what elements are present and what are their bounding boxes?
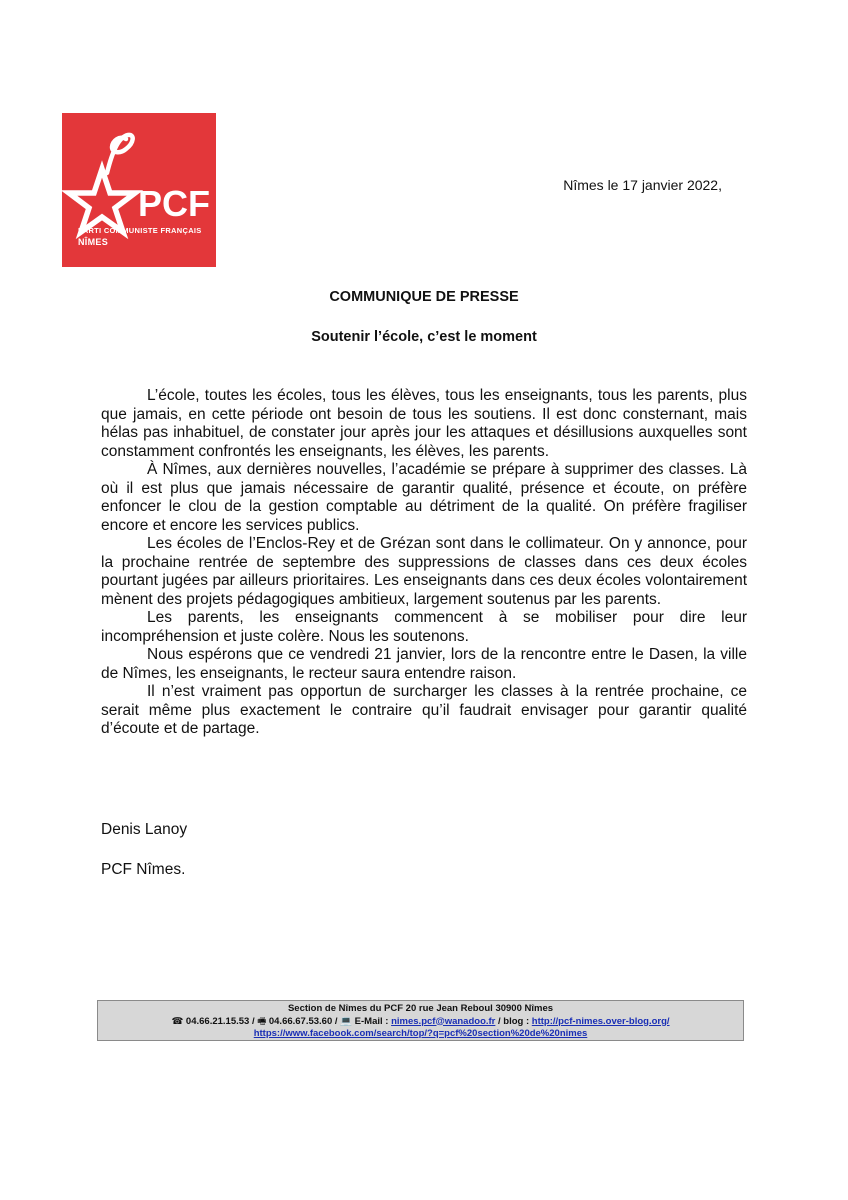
footer-facebook-link[interactable]: https://www.facebook.com/search/top/?q=pcf%20section%20de%20nimes bbox=[253, 1028, 588, 1039]
footer-blog-label: / blog : bbox=[498, 1015, 530, 1027]
fax-icon: 🖷 bbox=[257, 1015, 267, 1027]
document-date: Nîmes le 17 janvier 2022, bbox=[563, 177, 722, 193]
footer-address: Section de Nîmes du PCF 20 rue Jean Reboul 30900 Nîmes bbox=[287, 1003, 554, 1014]
logo-subtitle: PARTI COMMUNISTE FRANÇAIS bbox=[78, 226, 202, 235]
press-release-body bbox=[101, 387, 747, 739]
paragraph: Nous espérons que ce vendredi 21 janvier, lors de la rencontre entre le Dasen, la ville de Nîmes, les enseignants, le recteur saura entendre raison. bbox=[101, 646, 747, 682]
paragraph: Les parents, les enseignants commencent à se mobiliser pour dire leur incompréhension et juste colère. Nous les soutenons. bbox=[101, 609, 747, 645]
logo-city: NÎMES bbox=[78, 237, 109, 247]
footer-facebook-line bbox=[98, 1028, 743, 1041]
footer-email-link[interactable]: nimes.pcf@wanadoo.fr bbox=[391, 1015, 496, 1027]
footer-email-label: E-Mail : bbox=[354, 1015, 389, 1027]
logo-brand: PCF bbox=[138, 183, 210, 224]
computer-icon: 💻 bbox=[340, 1015, 353, 1027]
paragraph: À Nîmes, aux dernières nouvelles, l’académie se prépare à supprimer des classes. Là où il est plus que jamais nécessaire de garantir qualité, présence et écoute, on préfère enfoncer le clou de la gestion comptable au détriment de la qualité. On préfère fragiliser encore et encore les services publics. bbox=[101, 461, 747, 534]
paragraph: L’école, toutes les écoles, tous les élèves, tous les enseignants, tous les parents, plus que jamais, en cette période ont besoin de tous les soutiens. Il est donc consternant, mais hélas pas inhabituel, de constater jour après jour les attaques et désillusions auxquelles sont constamment confrontés les enseignants, les élèves, les parents. bbox=[101, 387, 747, 460]
footer-phone: 04.66.21.15.53 bbox=[185, 1015, 250, 1027]
footer-contact-box bbox=[97, 1000, 744, 1041]
signature-org: PCF Nîmes. bbox=[101, 861, 186, 878]
paragraph: Les écoles de l’Enclos-Rey et de Grézan sont dans le collimateur. On y annonce, pour la prochaine rentrée de septembre des suppressions de classes dans ces deux écoles pourtant jugées par ailleurs prioritaires. Les enseignants dans ces deux écoles volontairement mènent des projets pédagogiques ambitieux, largement soutenus par les parents. bbox=[101, 535, 747, 608]
footer-blog-link[interactable]: http://pcf-nimes.over-blog.org/ bbox=[531, 1015, 670, 1027]
page-title: COMMUNIQUE DE PRESSE bbox=[329, 289, 519, 305]
paragraph: Il n’est vraiment pas opportun de surcharger les classes à la rentrée prochaine, ce serait même plus exactement le contraire qu’il faudrait envisager pour garantir qualité d’écoute et de partage. bbox=[101, 683, 747, 737]
signature-name: Denis Lanoy bbox=[101, 821, 188, 838]
footer-separator: / bbox=[251, 1015, 255, 1027]
telephone-icon: ☎ bbox=[171, 1015, 184, 1027]
footer-separator: / bbox=[334, 1015, 338, 1027]
footer-fax: 04.66.67.53.60 bbox=[268, 1015, 333, 1027]
footer-contact-line bbox=[98, 1016, 743, 1029]
page-subtitle: Soutenir l’école, c’est le moment bbox=[311, 329, 537, 345]
pcf-logo bbox=[62, 113, 216, 267]
